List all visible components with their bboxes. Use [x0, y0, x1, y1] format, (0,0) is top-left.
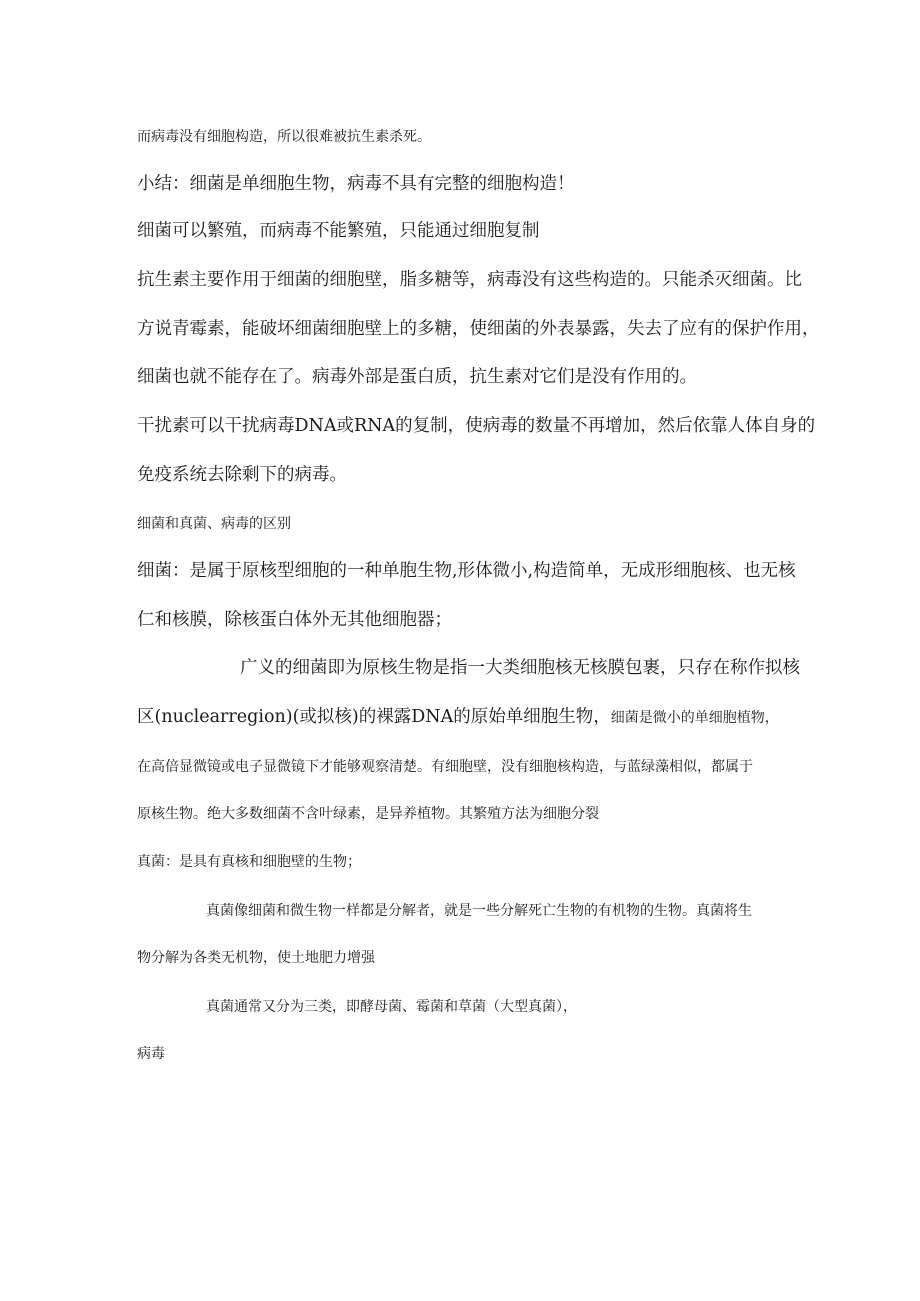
- text-line: 物分解为各类无机物，使土地肥力增强: [137, 950, 375, 966]
- text-line: 广义的细菌即为原核生物是指一大类细胞核无核膜包裹，只存在称作拟核: [240, 658, 800, 678]
- text-line: 原核生物。绝大多数细菌不含叶绿素，是异养植物。其繁殖方法为细胞分裂: [137, 806, 599, 822]
- text-line: 而病毒没有细胞构造，所以很难被抗生素杀死。: [137, 129, 431, 145]
- section-heading: 真菌：是具有真核和细胞壁的生物；: [137, 854, 361, 870]
- section-heading: 细菌和真菌、病毒的区别: [137, 516, 291, 532]
- text-segment: 区(nuclearregion)(或拟核)的裸露DNA的原始单细胞生物，: [137, 707, 611, 727]
- text-line: 抗生素主要作用于细菌的细胞壁，脂多糖等，病毒没有这些构造的。只能杀灭细菌。比: [137, 270, 802, 290]
- text-line: 干扰素可以干扰病毒DNA或RNA的复制，使病毒的数量不再增加，然后依靠人体自身的: [137, 416, 816, 436]
- text-line: 免疫系统去除剩下的病毒。: [137, 465, 347, 485]
- text-line: 真菌像细菌和微生物一样都是分解者，就是一些分解死亡生物的有机物的生物。真菌将生: [206, 903, 752, 919]
- text-line: 细菌：是属于原核型细胞的一种单胞生物,形体微小,构造简单，无成形细胞核、也无核: [137, 561, 796, 581]
- text-line: 方说青霉素，能破坏细菌细胞壁上的多糖，使细菌的外表暴露，失去了应有的保护作用，: [137, 319, 820, 339]
- section-heading: 病毒: [137, 1046, 165, 1062]
- text-line: 细菌可以繁殖，而病毒不能繁殖，只能通过细胞复制: [137, 221, 540, 241]
- text-line: 在高倍显微镜或电子显微镜下才能够观察清楚。有细胞壁，没有细胞核构造，与蓝绿藻相似，都属于: [137, 759, 753, 775]
- text-line: 真菌通常又分为三类，即酵母菌、霉菌和草菌（大型真菌），: [206, 999, 577, 1015]
- text-line: [137, 709, 779, 727]
- text-segment: 细菌是微小的单细胞植物，: [610, 710, 779, 726]
- text-line: 仁和核膜，除核蛋白体外无其他细胞器；: [137, 610, 452, 630]
- summary-line: 小结：细菌是单细胞生物，病毒不具有完整的细胞构造！: [137, 174, 575, 194]
- text-line: 细菌也就不能存在了。病毒外部是蛋白质，抗生素对它们是没有作用的。: [137, 367, 697, 387]
